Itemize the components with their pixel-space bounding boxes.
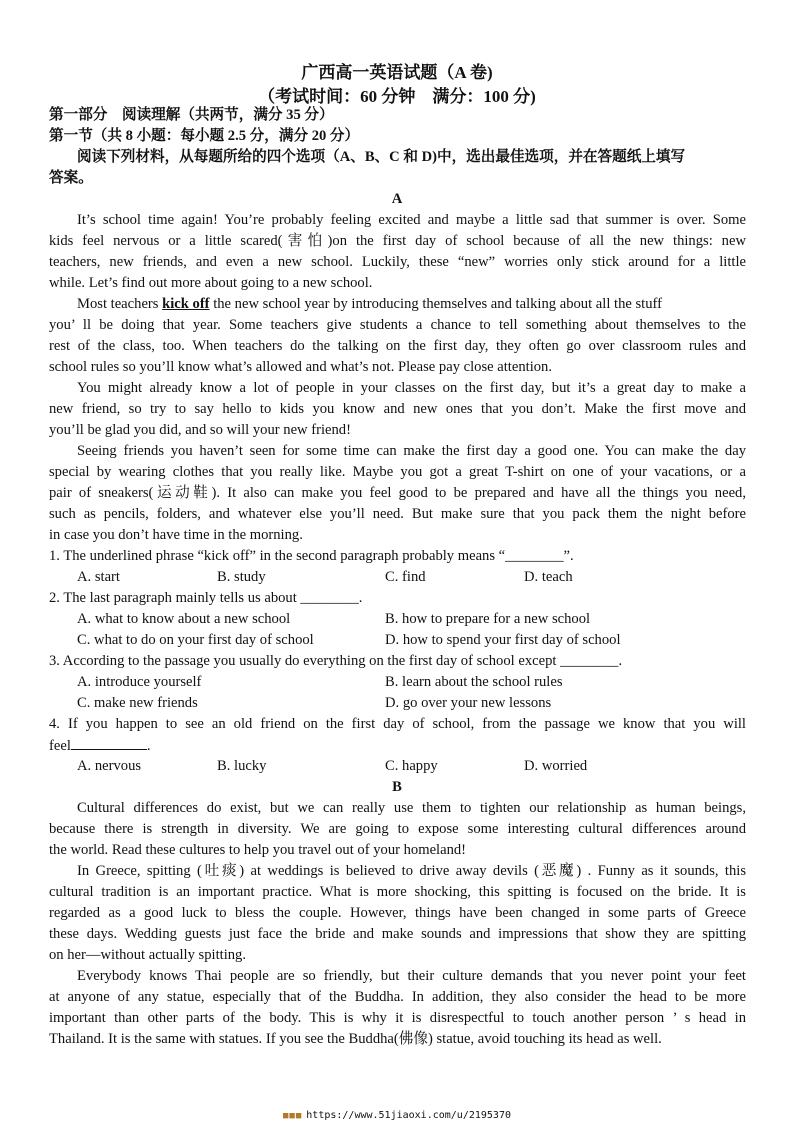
question-2-stem: 2. The last paragraph mainly tells us about ________. bbox=[49, 590, 363, 606]
passage-a-line: kids feel nervous or a little scared(害怕)on the first day of school because of all the new things: new bbox=[49, 233, 746, 249]
passage-b-line: the world. Read these cultures to help you travel out of your homeland! bbox=[49, 842, 467, 858]
question-2-option-b: B. how to prepare for a new school bbox=[385, 611, 591, 627]
question-3-option-a: A. introduce yourself bbox=[77, 674, 202, 690]
instruction-line-1: 阅读下列材料，从每题所给的四个选项（A、B、C 和 D)中，选出最佳选项，并在答题纸上填写 bbox=[77, 149, 686, 165]
passage-b-line: cultural tradition is an important practice. What is more shocking, this spitting is focused on the bride. It is bbox=[49, 884, 746, 900]
passage-b-label: B bbox=[392, 779, 402, 795]
passage-a-line: school rules so you’ll know what’s allowed and what’s not. Please pay close attention. bbox=[49, 359, 552, 375]
question-1-stem: 1. The underlined phrase “kick off” in the second paragraph probably means “________”. bbox=[49, 548, 574, 564]
question-4-stem-continued bbox=[49, 735, 746, 757]
passage-a-line: special by wearing clothes that you really like. Maybe you got a great T-shirt on one of your vacations, or a bbox=[49, 464, 746, 480]
question-1-option-a: A. start bbox=[77, 569, 120, 585]
passage-b-line: Cultural differences do exist, but we can really use them to tighten our relationship as human beings, bbox=[77, 800, 746, 816]
passage-a-line: rest of the class, too. When teachers do the talking on the first day, they often go over classroom rules and bbox=[49, 338, 746, 354]
passage-a-line: in case you don’t have time in the morning. bbox=[49, 527, 303, 543]
passage-a-line: You might already know a lot of people in your classes on the first day, but it’s a great day to make a bbox=[77, 380, 746, 396]
passage-a-line: you’ ll be doing that year. Some teachers give students a chance to tell something about themselves to the bbox=[49, 317, 746, 333]
question-1-option-b: B. study bbox=[217, 569, 266, 585]
question-3-stem: 3. According to the passage you usually do everything on the first day of school except ________. bbox=[49, 653, 623, 669]
text-segment: Most teachers bbox=[77, 296, 163, 312]
passage-b-line: important than other parts of the body. This is why it is disrespectful to touch another person ’ s head in bbox=[49, 1010, 746, 1026]
text-segment: feel bbox=[49, 738, 71, 754]
passage-a-line: Seeing friends you haven’t seen for some time can make the first day a good one. You can make the day bbox=[77, 443, 746, 459]
passage-b-line: regarded as a good luck to bless the couple. However, things have been changed in some parts of Greece bbox=[49, 905, 746, 921]
question-4-option-c: C. happy bbox=[385, 758, 438, 774]
question-4-option-d: D. worried bbox=[524, 758, 588, 774]
underlined-phrase: kick off bbox=[162, 296, 210, 312]
passage-a-line: such as pencils, folders, and whatever else you’ll need. But make sure that you pack them the night before bbox=[49, 506, 746, 522]
question-4-option-b: B. lucky bbox=[217, 758, 267, 774]
passage-b-line: Thailand. It is the same with statues. If you see the Buddha(佛像) statue, avoid touching its head as well. bbox=[49, 1031, 662, 1047]
answer-blank bbox=[71, 735, 147, 750]
passage-b-line: Everybody knows Thai people are so friendly, but their culture demands that you never point your feet bbox=[77, 968, 746, 984]
passage-a-line: while. Let’s find out more about going to a new school. bbox=[49, 275, 373, 291]
passage-a-line: new friend, so try to say hello to kids you know and new ones that you don’t. Make the first move and bbox=[49, 401, 746, 417]
text-segment: . bbox=[146, 738, 151, 754]
question-1-option-d: D. teach bbox=[524, 569, 573, 585]
passage-a-underline-line bbox=[77, 294, 746, 315]
passage-a-line: you’ll be glad you did, and so will your new friend! bbox=[49, 422, 351, 438]
question-4-option-a: A. nervous bbox=[77, 758, 142, 774]
question-1-option-c: C. find bbox=[385, 569, 426, 585]
text-segment: the new school year by introducing themselves and talking about all the stuff bbox=[209, 296, 662, 312]
instruction-line-2: 答案。 bbox=[49, 170, 93, 186]
section1-heading: 第一节（共 8 小题：每小题 2.5 分，满分 20 分） bbox=[49, 128, 360, 144]
passage-b-line: In Greece, spitting (吐痰) at weddings is believed to drive away devils (恶魔) . Funny as it sounds, this bbox=[77, 863, 746, 879]
exam-title: 广西高一英语试题（A 卷) bbox=[301, 63, 493, 82]
question-3-option-d: D. go over your new lessons bbox=[385, 695, 552, 711]
question-2-option-a: A. what to know about a new school bbox=[77, 611, 291, 627]
page-footer bbox=[0, 1110, 794, 1121]
passage-b-line: on her—without actually spitting. bbox=[49, 947, 246, 963]
passage-a-label: A bbox=[391, 191, 403, 207]
watermark-icon: ■■■ bbox=[283, 1111, 303, 1121]
passage-b-line: these days. Wedding guests just face the bride and make sounds and impressions that show they are spitting bbox=[49, 926, 746, 942]
question-2-option-d: D. how to spend your first day of school bbox=[385, 632, 621, 648]
passage-a-line: pair of sneakers(运动鞋). It also can make you feel good to be prepared and have all the things you need, bbox=[49, 485, 746, 501]
footer-url-link[interactable]: https://www.51jiaoxi.com/u/2195370 bbox=[306, 1110, 511, 1121]
exam-subtitle: （考试时间：60 分钟 满分：100 分) bbox=[258, 87, 536, 106]
passage-a-line: It’s school time again! You’re probably feeling excited and maybe a little sad that summer is over. Some bbox=[77, 212, 746, 228]
question-2-option-c: C. what to do on your first day of school bbox=[77, 632, 314, 648]
passage-b-line: because there is strength in diversity. We are going to expose some interesting cultural differences around bbox=[49, 821, 746, 837]
question-3-option-c: C. make new friends bbox=[77, 695, 198, 711]
passage-b-line: at anyone of any statue, especially that of the Buddha. In addition, they also consider the head to be more bbox=[49, 989, 746, 1005]
question-3-option-b: B. learn about the school rules bbox=[385, 674, 563, 690]
question-4-stem: 4. If you happen to see an old friend on the first day of school, from the passage we know that you will bbox=[49, 716, 746, 732]
part1-heading: 第一部分 阅读理解（共两节，满分 35 分） bbox=[49, 107, 334, 123]
passage-a-line: teachers, new friends, and even a new school. Luckily, these “new” worries only stick around for a little bbox=[49, 254, 746, 270]
